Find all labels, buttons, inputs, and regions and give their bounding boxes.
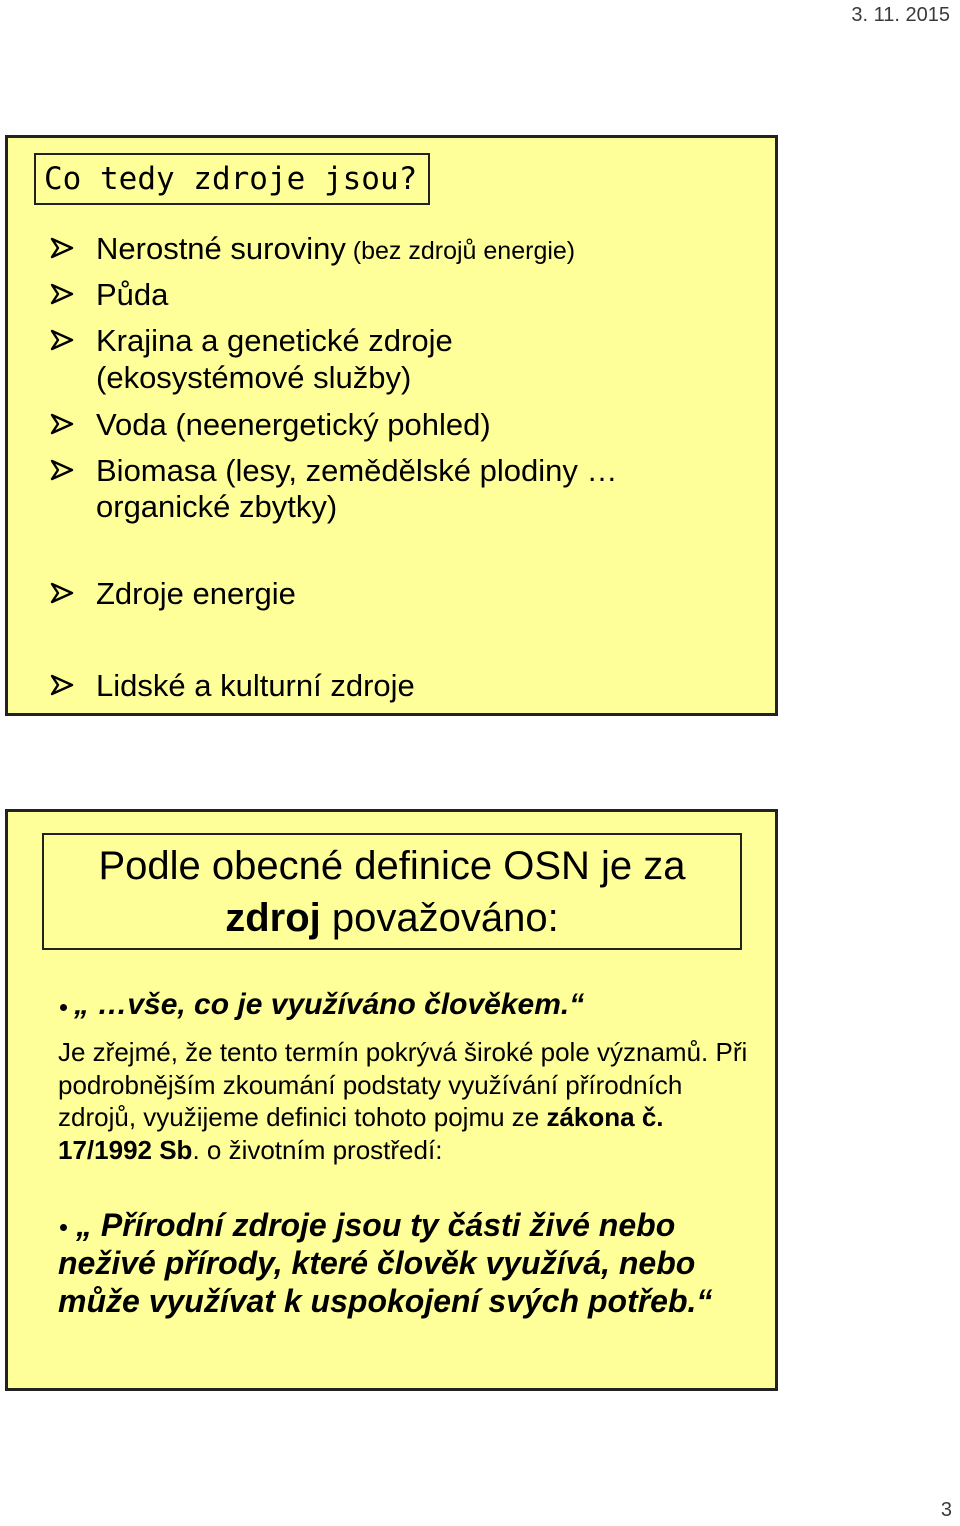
date-header: 3. 11. 2015 [851,4,950,26]
arrow-bullet-icon [50,237,76,259]
osn-definition-box [42,833,742,950]
page-number: 3 [940,1499,952,1521]
item-note: (bez zdrojů energie) [345,237,576,265]
arrow-bullet-icon [50,283,76,305]
explanation-paragraph [58,1036,758,1166]
arrow-bullet-icon [50,459,76,481]
arrow-bullet-icon [50,329,76,351]
item-label: Zdroje energie [96,576,296,611]
item-label: Nerostné suroviny [96,231,346,266]
law-quote [58,1206,768,1320]
bullet-dot-icon [60,1004,67,1011]
osn-line2 [44,892,740,944]
item-label: Lidské a kulturní zdroje [96,668,415,703]
osn-bold-word: zdroj [225,896,321,940]
law-reference: zákona č. 17/1992 Sb [58,1102,664,1165]
paragraph-part2: . o životním prostředí: [192,1134,443,1165]
osn-rest: považováno: [320,896,559,940]
arrow-bullet-icon [50,674,76,696]
item-line2: organické zbytky) [96,489,338,524]
item-line2: (ekosystémové služby) [96,360,412,395]
law-quote-text: „ Přírodní zdroje jsou ty části živé nebo neživé přírody, které člověk využívá, nebo může využívat k uspokojení svých potřeb.“ [58,1207,713,1319]
slide-title: Co tedy zdroje jsou? [34,153,430,205]
item-rest: (lesy, zemědělské plodiny … [216,453,618,488]
item-label: Krajina a genetické zdroje [96,323,453,358]
slide-resources-list [5,135,778,716]
osn-line1: Podle obecné definice OSN je za [98,844,686,888]
item-label: Voda [96,407,167,442]
slide-definition [5,809,778,1391]
item-label: Půda [96,277,169,312]
arrow-bullet-icon [50,582,76,604]
item-rest: (neenergetický pohled) [166,407,491,442]
paragraph-part1: Je zřejmé, že tento termín pokrývá široké pole významů. Při podrobnějším zkoumání podstaty využívání přírodních zdrojů, využijeme definici tohoto pojmu ze [58,1037,748,1132]
item-label: Biomasa [96,453,217,488]
arrow-bullet-icon [50,413,76,435]
osn-quote: „ …vše, co je využíváno člověkem.“ [74,988,585,1021]
